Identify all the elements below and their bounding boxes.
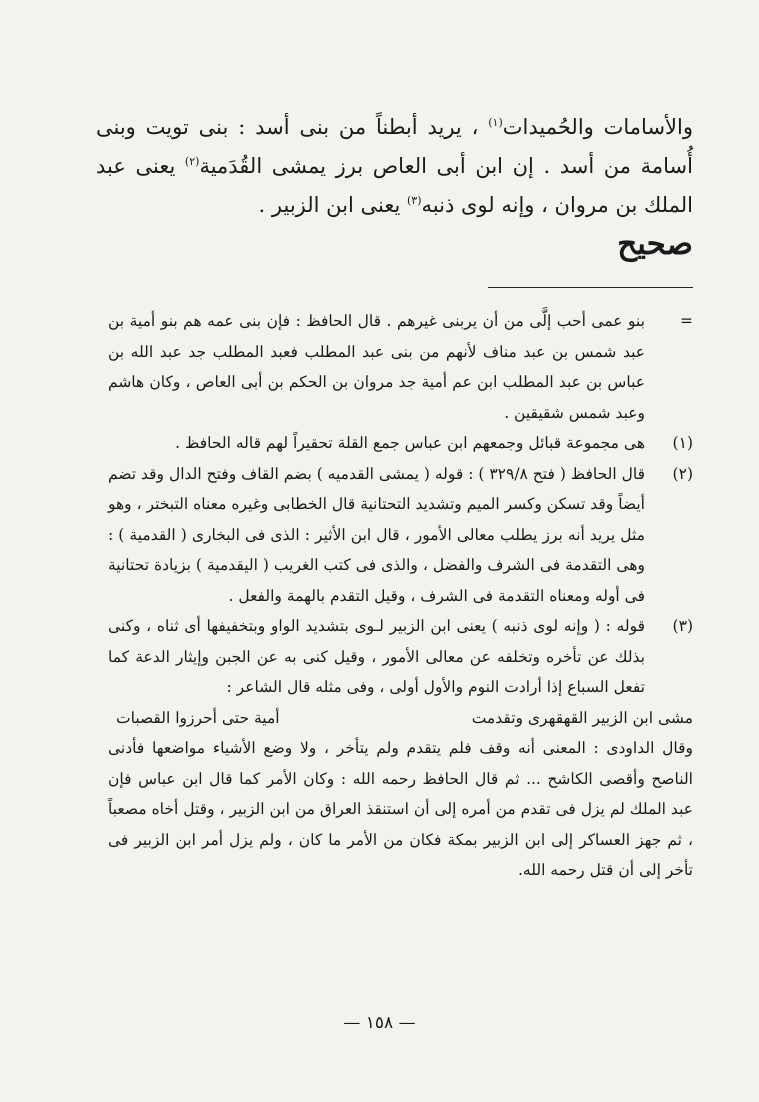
grade-heading: صحيح — [617, 226, 693, 262]
footnote-2 — [108, 459, 693, 612]
page-number: — ١٥٨ — — [343, 1013, 416, 1033]
footnote-2-text: قال الحافظ ( فتح ٣٢٩/٨ ) : قوله ( يمشى القدميه ) بضم القاف وفتح الدال وقد تضم أيضاً وقد تسكن وكسر الميم وتشديد التحتانية قال الخطابى وغيره معناه التبختر ، وهو مثل يريد أنه برز يطلب معالى الأمور ، قال ابن الأثير : الذى فى البخارى ( القدمية ) : وهى التقدمة فى الشرف والفضل ، والذى فى كتب الغريب ( اليقدمية ) بزيادة تحتانية فى أوله ومعناه التقدمة فى الشرف ، وقيل التقدم بالهمة والفعل . — [108, 464, 645, 605]
footnote-separator — [488, 287, 693, 288]
poetry-verse — [108, 703, 693, 734]
footnote-1-text: هى مجموعة قبائل وجمعهم ابن عباس جمع القلة تحقيراً لهم قاله الحافظ . — [175, 434, 645, 452]
footnote-ref-2: (٢) — [184, 155, 200, 168]
main-paragraph — [96, 108, 693, 225]
main-text-part-3: يعنى عبد الملك بن مروان ، وإنه لوى ذنبه — [96, 154, 693, 217]
main-text-part-2: ، يريد أبطناً من بنى أسد : بنى تويت وبنى أُسامة من أسد . إن ابن أبى العاص برز يمشى القُدَمية — [96, 115, 693, 178]
footnote-3-marker: (٣) — [672, 617, 693, 635]
footnote-ref-3: (٣) — [407, 194, 422, 207]
footnote-1-marker: (١) — [672, 434, 693, 452]
main-hadith-text — [96, 108, 693, 225]
verse-first-hemistich: مشى ابن الزبير القهقهرى وتقدمت — [471, 708, 693, 727]
footnote-3-text: قوله : ( وإنه لوى ذنبه ) يعنى ابن الزبير لـوى بتشديد الواو وبتخفيفها أى ثناه ، وكنى بذلك عن تأخره وتخلفه عن معالى الأمور ، وقيل كنى به عن الجبن وإيثار الدعة كما تفعل السباع إذا أرادت النوم والأول أولى ، وفى مثله قال الشاعر : — [108, 617, 645, 696]
continuation-marker: = — [680, 312, 693, 330]
footnote-ref-1: (١) — [488, 116, 503, 129]
footnote-2-marker: (٢) — [672, 464, 693, 483]
verse-second-hemistich: أمية حتى أحرزوا القصبات — [116, 708, 280, 727]
main-text-part-4: يعنى ابن الزبير . — [258, 193, 407, 217]
footnote-1 — [108, 428, 693, 459]
footnote-3-continuation: وقال الداودى : المعنى أنه وقف فلم يتقدم ولم يتأخر ، ولا وضع الأشياء مواضعها فأدنى الناصح وأقصى الكاشح ... ثم قال الحافظ رحمه الله : وكان الأمر كما قال ابن عباس فإن عبد الملك لم يزل فى تقدم من أمره إلى أن استنقذ العراق من ابن الزبير ، وقتل أخاه مصعباً ، ثم جهز العساكر إلى ابن الزبير بمكة فكان من الأمر ما كان ، ولم يزل أمر ابن الزبير فى تأخر إلى أن قتل رحمه الله. — [108, 739, 693, 879]
footnote-3 — [108, 611, 693, 703]
footnotes — [108, 306, 693, 886]
continuation-text: بنو عمى أحب إلَّى من أن يربنى غيرهم . قال الحافظ : فإن بنى عمه هم بنو أمية بن عبد شمس بن عبد مناف لأنهم من بنى عبد المطلب فعبد المطلب جد عبد الله بن عباس بن عبد المطلب ابن عم أمية جد مروان بن الحكم بن أبى العاص ، وكان هاشم وعبد شمس شقيقين . — [108, 312, 645, 422]
footnote-continuation — [108, 306, 693, 428]
main-text-part-1: والأسامات والحُميدات — [502, 115, 694, 139]
